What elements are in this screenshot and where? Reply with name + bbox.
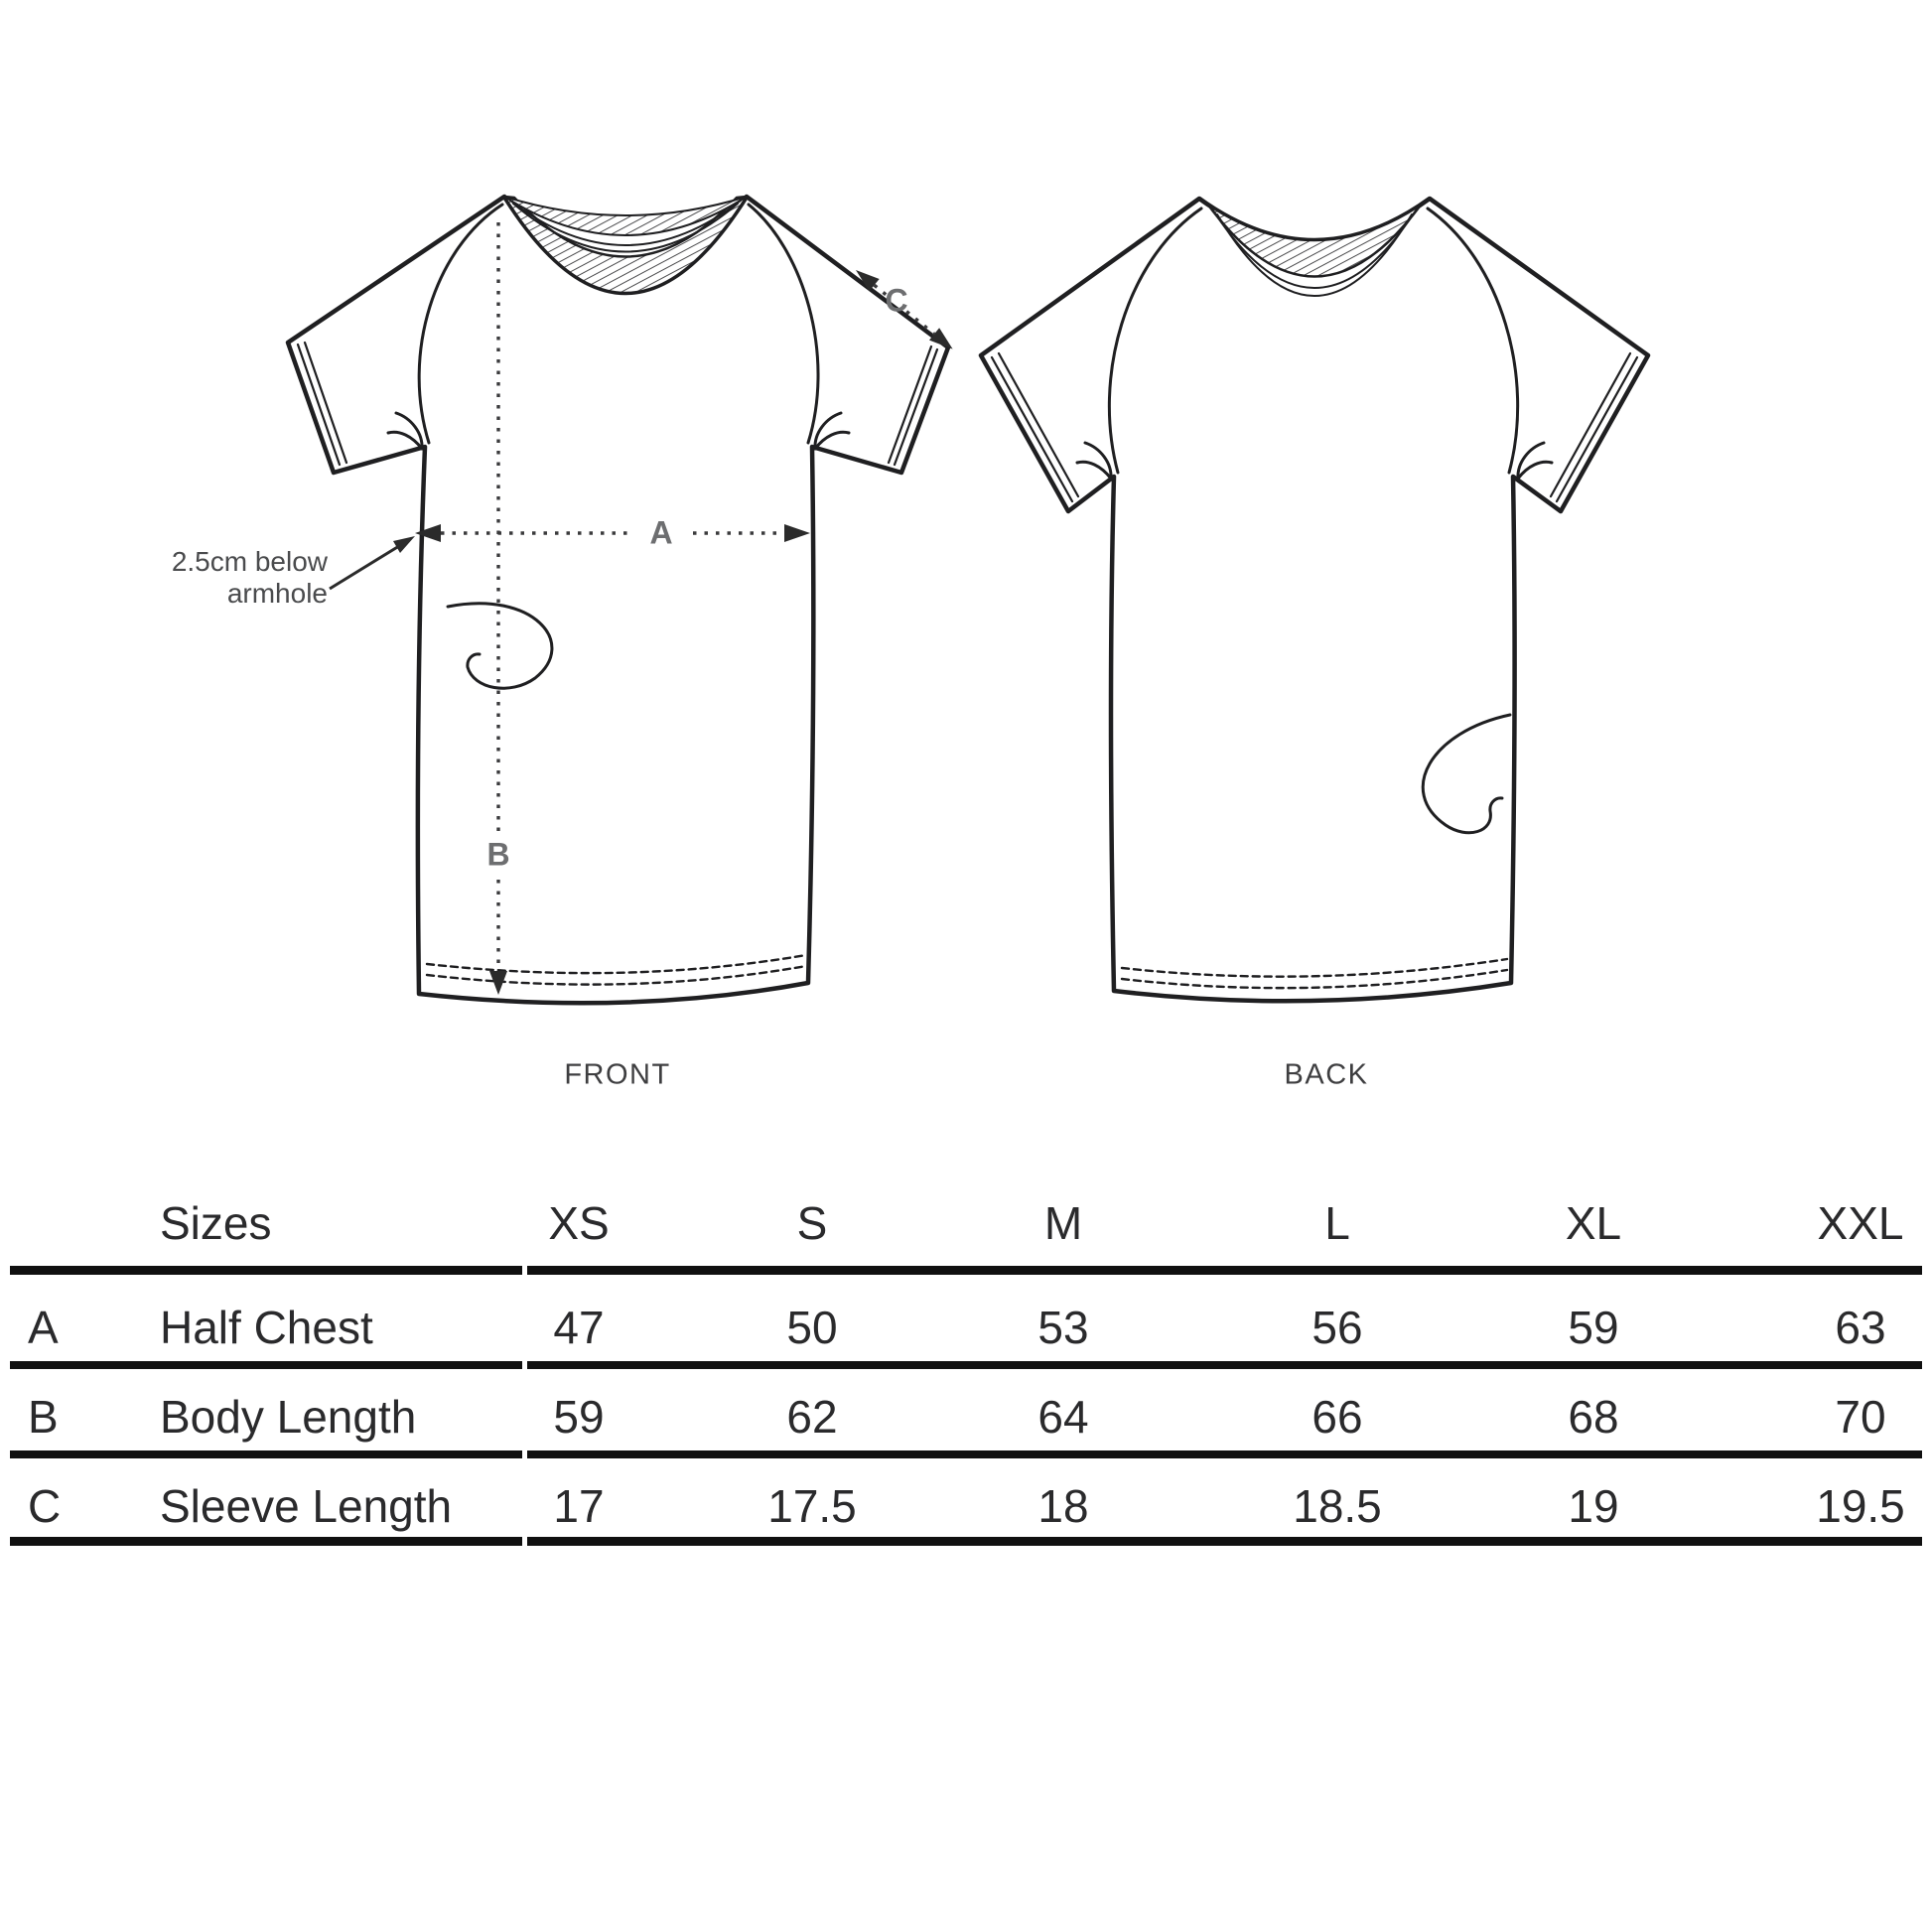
cell-value: 59: [553, 1391, 605, 1443]
table-row-sleeve-length: [0, 1476, 1932, 1536]
cell-value: 64: [1037, 1391, 1089, 1443]
armhole-note-pointer-line: [330, 546, 399, 589]
row-label: Half Chest: [160, 1302, 373, 1353]
table-rule-4: [10, 1537, 1922, 1546]
size-col-header-s: S: [796, 1197, 828, 1249]
dimension-label-a: A: [649, 514, 673, 551]
cell-value: 17: [553, 1480, 605, 1532]
row-letter: A: [28, 1302, 59, 1353]
cell-value: 56: [1311, 1302, 1363, 1353]
table-row-body-length: [0, 1387, 1932, 1447]
cell-value: 19.5: [1816, 1480, 1905, 1532]
cell-value: 18.5: [1293, 1480, 1382, 1532]
size-col-header-l: L: [1324, 1197, 1350, 1249]
row-label: Body Length: [160, 1391, 417, 1443]
cell-value: 59: [1568, 1302, 1619, 1353]
front-shirt-outline: [288, 197, 948, 1003]
cell-value: 18: [1037, 1480, 1089, 1532]
cell-value: 47: [553, 1302, 605, 1353]
table-rule-2: [10, 1361, 1922, 1369]
cell-value: 62: [786, 1391, 838, 1443]
cell-value: 53: [1037, 1302, 1089, 1353]
front-caption: FRONT: [564, 1058, 671, 1091]
sizes-header: Sizes: [160, 1197, 272, 1249]
table-rule-3: [10, 1450, 1922, 1458]
size-col-header-xl: XL: [1565, 1197, 1622, 1249]
cell-value: 17.5: [767, 1480, 857, 1532]
back-caption: BACK: [1284, 1058, 1369, 1091]
cell-value: 68: [1568, 1391, 1619, 1443]
row-letter: B: [28, 1391, 59, 1443]
table-row-half-chest: [0, 1298, 1932, 1357]
table-rule-1: [10, 1266, 1922, 1275]
armhole-note: [60, 546, 328, 610]
front-shirt: [288, 197, 948, 1003]
size-col-header-xs: XS: [548, 1197, 610, 1249]
row-letter: C: [28, 1480, 62, 1532]
size-col-header-m: M: [1043, 1197, 1083, 1249]
size-col-header-xxl: XXL: [1817, 1197, 1904, 1249]
dimension-label-b: B: [486, 836, 510, 873]
table-header-row: [0, 1193, 1932, 1253]
cell-value: 19: [1568, 1480, 1619, 1532]
back-shirt-outline: [981, 199, 1648, 1001]
armhole-note-arrowhead-icon: [393, 536, 415, 553]
back-shirt: [981, 199, 1648, 1001]
armhole-note-line-2: armhole: [226, 578, 328, 609]
dimension-label-c: C: [885, 282, 908, 319]
cell-value: 63: [1835, 1302, 1886, 1353]
cell-value: 50: [786, 1302, 838, 1353]
row-label: Sleeve Length: [160, 1480, 453, 1532]
armhole-note-line-1: 2.5cm below: [171, 546, 328, 577]
cell-value: 66: [1311, 1391, 1363, 1443]
cell-value: 70: [1835, 1391, 1886, 1443]
